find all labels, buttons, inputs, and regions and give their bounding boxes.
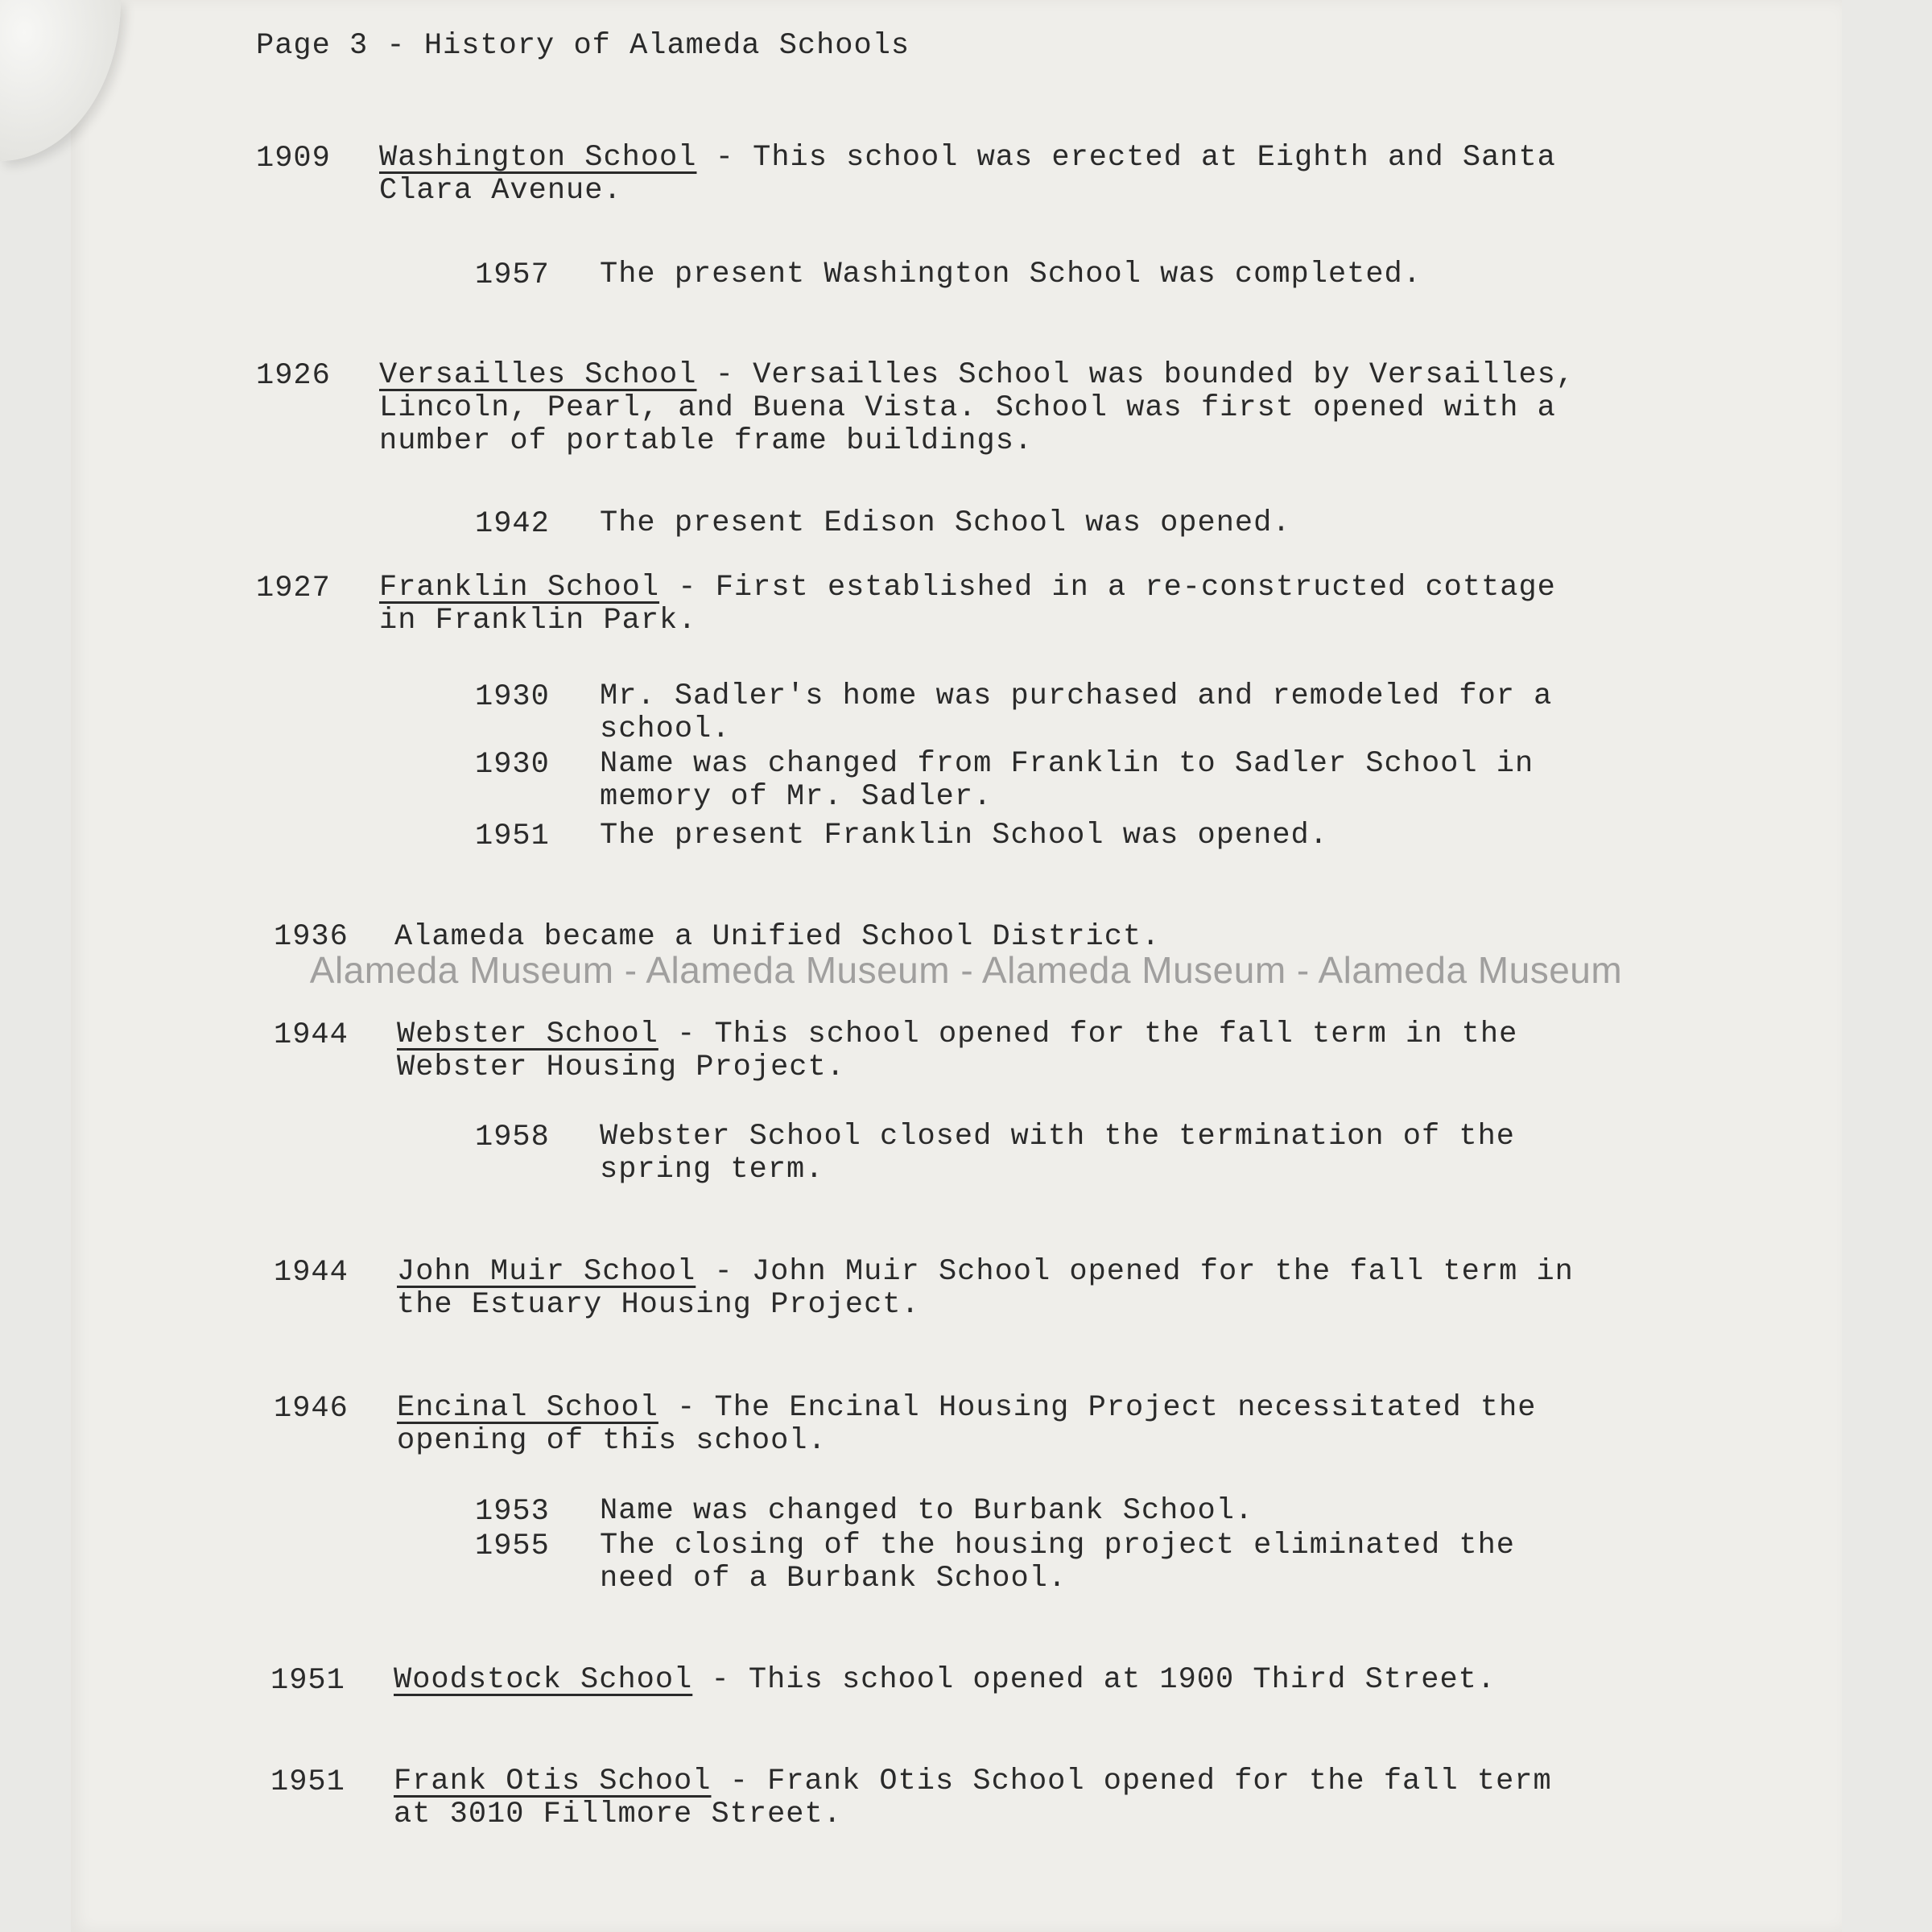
entry-year: 1944 <box>274 1018 349 1052</box>
sub-entry-text: The present Franklin School was opened. <box>600 819 1328 852</box>
entry-text: The Encinal Housing Project necessitated the opening of this school. <box>397 1391 1537 1458</box>
entry-text: Alameda became a Unified School District. <box>394 920 1161 954</box>
school-name: Encinal School <box>397 1391 658 1425</box>
entry-text: This school opened at 1900 Third Street. <box>748 1663 1496 1697</box>
entry-body: Frank Otis School - Frank Otis School opened for the fall term at 3010 Fillmore Street. <box>394 1765 1552 1831</box>
sub-entry-year: 1958 <box>475 1121 550 1154</box>
sub-entry-text: Mr. Sadler's home was purchased and remodeled for a school. <box>600 679 1553 746</box>
sub-entry-year: 1930 <box>475 748 550 782</box>
sub-entry-year: 1957 <box>475 258 550 292</box>
entry-year: 1926 <box>256 359 331 393</box>
entry-text: John Muir School opened for the fall term in the Estuary Housing Project. <box>397 1255 1574 1322</box>
sub-entry-year: 1930 <box>475 680 550 714</box>
entry-text: Versailles School was bounded by Versailles, Lincoln, Pearl, and Buena Vista. School was first opened with a number of portable frame buildings. <box>379 358 1575 458</box>
sub-entry-text: Webster School closed with the termination of the spring term. <box>600 1120 1515 1187</box>
sub-entry-year: 1942 <box>475 507 550 541</box>
school-name: Washington School <box>379 141 697 175</box>
entry-year: 1946 <box>274 1392 349 1426</box>
sub-entry-year: 1953 <box>475 1495 550 1529</box>
entry-year: 1909 <box>256 142 331 175</box>
school-name: Webster School <box>397 1018 658 1051</box>
entry-text: This school opened for the fall term in the Webster Housing Project. <box>397 1018 1518 1084</box>
sub-entry-text: The closing of the housing project eliminated the need of a Burbank School. <box>600 1529 1515 1596</box>
sub-entry-text: The present Washington School was completed. <box>600 258 1422 291</box>
school-name: Franklin School <box>379 571 660 605</box>
sub-entry-year: 1951 <box>475 819 550 853</box>
school-name: John Muir School <box>397 1255 696 1289</box>
school-name: Versailles School <box>379 358 697 392</box>
entry-body: Washington School - This school was erected at Eighth and Santa Clara Avenue. <box>379 141 1556 208</box>
sub-entry-text: Name was changed to Burbank School. <box>600 1494 1254 1528</box>
entry-body: Franklin School - First established in a re-constructed cottage in Franklin Park. <box>379 571 1556 638</box>
entry-text: This school was erected at Eighth and Santa Clara Avenue. <box>379 141 1556 208</box>
entry-year: 1944 <box>274 1256 349 1290</box>
entry-body: John Muir School - John Muir School opened for the fall term in the Estuary Housing Project. <box>397 1255 1574 1322</box>
entry-body: Versailles School - Versailles School was bounded by Versailles, Lincoln, Pearl, and Buena Vista. School was first opened with a number of portable frame buildings. <box>379 358 1575 458</box>
sub-entry-text: The present Edison School was opened. <box>600 506 1291 540</box>
entry-year: 1927 <box>256 572 331 605</box>
museum-watermark: Alameda Museum - Alameda Museum - Alameda Museum - Alameda Museum <box>309 949 1623 991</box>
sub-entry-year: 1955 <box>475 1530 550 1563</box>
entry-body: Webster School - This school opened for the fall term in the Webster Housing Project. <box>397 1018 1518 1084</box>
entry-body: Encinal School - The Encinal Housing Project necessitated the opening of this school. <box>397 1391 1537 1458</box>
entry-text: Frank Otis School opened for the fall term at 3010 Fillmore Street. <box>394 1765 1552 1831</box>
entry-text: First established in a re-constructed cottage in Franklin Park. <box>379 571 1556 638</box>
entry-year: 1936 <box>274 920 349 954</box>
entry-year: 1951 <box>270 1664 345 1698</box>
sub-entry-text: Name was changed from Franklin to Sadler School in memory of Mr. Sadler. <box>600 747 1534 814</box>
school-name: Woodstock School <box>394 1663 693 1697</box>
school-name: Frank Otis School <box>394 1765 712 1798</box>
page-title: Page 3 - History of Alameda Schools <box>256 29 910 63</box>
entry-year: 1951 <box>270 1765 345 1799</box>
entry-body: Woodstock School - This school opened at 1900 Third Street. <box>394 1663 1496 1697</box>
